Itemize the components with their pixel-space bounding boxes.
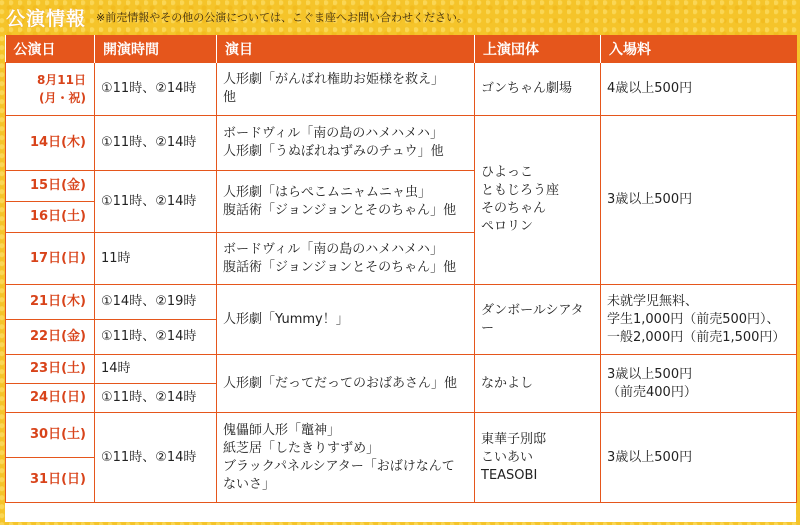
date-cell: 30日(土): [6, 413, 95, 458]
group-cell: ゴンちゃん劇場: [475, 63, 601, 116]
fee-line: 未就学児無料、: [607, 293, 699, 309]
time-cell: ①11時、②14時: [95, 63, 217, 116]
table-row: [6, 413, 797, 458]
program-line: ボードヴィル「南の島のハメハメハ」: [223, 126, 443, 141]
date-cell: 31日(日): [6, 458, 95, 503]
fee-cell: 3歳以上500円: [601, 116, 797, 285]
fee-cell: 4歳以上500円: [601, 63, 797, 116]
group-line: ペロリン: [481, 219, 534, 234]
time-cell: ①11時、②14時: [95, 320, 217, 355]
table-row: [6, 285, 797, 320]
date-cell: 16日(土): [6, 202, 95, 233]
group-cell: [475, 116, 601, 285]
group-line: こいあい: [481, 449, 534, 465]
group-cell: [475, 413, 601, 503]
column-header-group: 上演団体: [475, 35, 601, 63]
fee-line: 一般2,000円（前売1,500円）: [607, 329, 786, 345]
fee-cell: [601, 355, 797, 413]
fee-line: （前売400円）: [607, 384, 697, 400]
program-line: 腹話術「ジョンジョンとそのちゃん」他: [223, 202, 457, 218]
time-cell: 14時: [95, 355, 217, 384]
column-header-time: 開演時間: [95, 35, 217, 63]
date-cell: 24日(日): [6, 384, 95, 413]
fee-line: 3歳以上500円: [607, 366, 693, 382]
time-cell: 11時: [95, 233, 217, 285]
header-note: ※前売情報やその他の公演については、こぐま座へお問い合わせください。: [96, 11, 469, 24]
table-row: [6, 355, 797, 384]
fee-cell: [601, 285, 797, 355]
date-cell: 14日(木): [6, 116, 95, 171]
schedule-table: [5, 35, 797, 503]
program-cell: [217, 63, 475, 116]
program-line: 他: [223, 90, 237, 105]
group-cell: ダンボールシアター: [475, 285, 601, 355]
program-line: ボードヴィル「南の島のハメハメハ」: [223, 241, 443, 257]
time-cell: ①11時、②14時: [95, 384, 217, 413]
program-cell: [217, 171, 475, 233]
date-cell: 15日(金): [6, 171, 95, 202]
program-line: 人形劇「うぬぼれねずみのチュウ」他: [223, 144, 444, 159]
table-row: [6, 63, 797, 116]
program-line: ないさ」: [223, 476, 276, 492]
date-cell: 23日(土): [6, 355, 95, 384]
date-cell: 22日(金): [6, 320, 95, 355]
program-line: 人形劇「がんばれ権助お姫様を救え」: [223, 72, 445, 87]
schedule-table-container: [5, 35, 796, 522]
program-line: 腹話術「ジョンジョンとそのちゃん」他: [223, 259, 457, 275]
group-line: TEASOBI: [481, 467, 538, 483]
group-line: ひよっこ: [481, 165, 534, 180]
date-cell: 8月11日(月・祝): [6, 63, 95, 116]
group-cell: なかよし: [475, 355, 601, 413]
column-header-fee: 入場料: [601, 35, 797, 63]
date-cell: 17日(日): [6, 233, 95, 285]
group-line: ともじろう座: [481, 183, 560, 198]
time-cell: ①14時、②19時: [95, 285, 217, 320]
date-cell: 21日(木): [6, 285, 95, 320]
header: [6, 4, 468, 30]
program-line: 人形劇「はらぺこムニャムニャ虫」: [223, 184, 432, 200]
program-line: ブラックパネルシアター「おばけなんて: [223, 458, 455, 474]
program-cell: [217, 233, 475, 285]
program-cell: [217, 116, 475, 171]
program-line: 傀儡師人形「竈神」: [223, 422, 341, 438]
table-row: [6, 116, 797, 171]
time-cell: ①11時、②14時: [95, 116, 217, 171]
program-cell: 人形劇「だってだってのおばあさん」他: [217, 355, 475, 413]
column-header-date: 公演日: [6, 35, 95, 63]
page-title: 公演情報: [6, 7, 87, 30]
table-header-row: [6, 35, 797, 63]
fee-cell: 3歳以上500円: [601, 413, 797, 503]
group-line: 東華子別邸: [481, 431, 547, 447]
time-cell: ①11時、②14時: [95, 413, 217, 503]
program-cell: 人形劇「Yummy！」: [217, 285, 475, 355]
column-header-program: 演目: [217, 35, 475, 63]
program-cell: [217, 413, 475, 503]
program-line: 紙芝居「したきりすずめ」: [223, 440, 380, 456]
time-cell: ①11時、②14時: [95, 171, 217, 233]
group-line: そのちゃん: [481, 201, 547, 216]
fee-line: 学生1,000円（前売500円）、: [607, 311, 780, 327]
